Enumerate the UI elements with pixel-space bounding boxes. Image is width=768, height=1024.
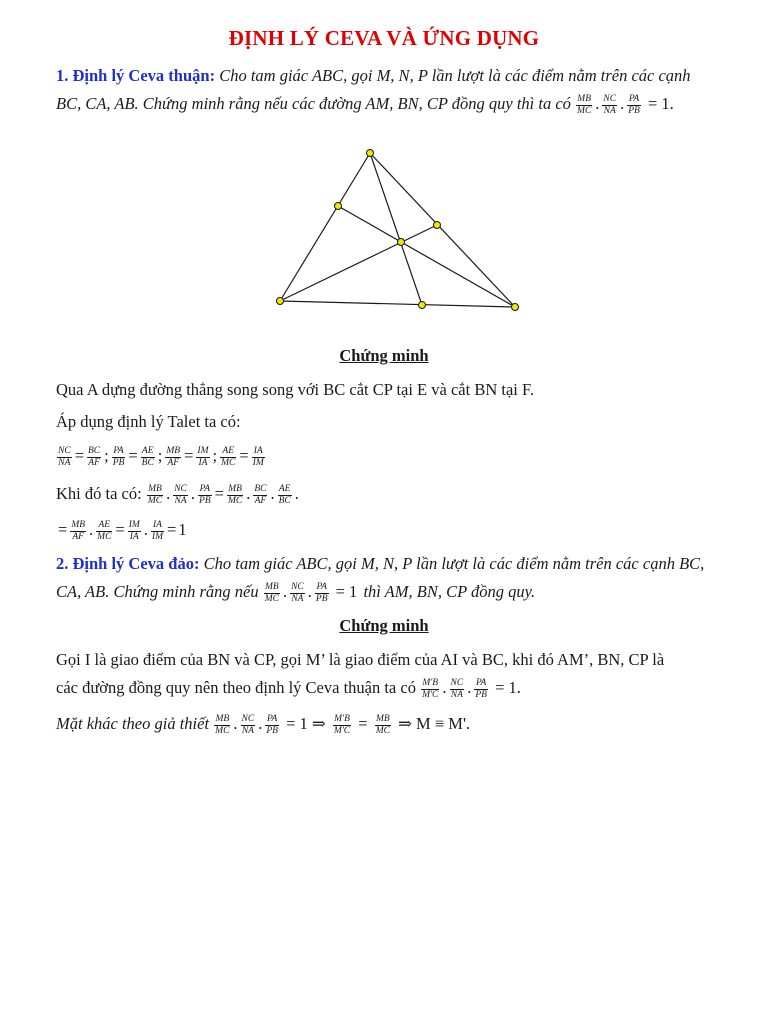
fraction: $\frac{MB}{MC}$	[375, 713, 390, 736]
formula-mid: = 1 ⇒	[286, 714, 326, 733]
triangle-figure	[270, 145, 530, 315]
formula-rhs: = 1	[335, 582, 358, 601]
fraction: $\frac{IA}{IM}$	[252, 445, 264, 468]
fraction: $\frac{M'B}{M'C}$	[333, 713, 351, 736]
fraction: $\frac{PA}{PB}$	[315, 581, 328, 604]
section2-label: 2. Định lý Ceva đảo:	[56, 554, 200, 573]
fraction: $\frac{IM}{IA}$	[197, 445, 209, 468]
proof2-heading: Chứng minh	[339, 616, 429, 635]
section1-line2: BC, CA, AB. Chứng minh rằng nếu các đường AM, BN, CP đồng quy thì ta có $\frac{MB}{MC}$ . $\frac{NC}{NA}$ . $\frac{PA}{PB}$ = 1.	[56, 93, 674, 116]
point-m	[419, 302, 426, 309]
fraction: $\frac{PA}{PB}$	[112, 445, 125, 468]
section2-line1	[56, 550, 736, 578]
side-ac	[370, 153, 515, 307]
fraction: $\frac{MB}{AF}$	[71, 519, 86, 542]
fraction: $\frac{NC}{NA}$	[58, 445, 71, 468]
fraction: $\frac{AE}{MC}$	[221, 445, 236, 468]
proof1-p2: Áp dụng định lý Talet ta có:	[56, 412, 241, 431]
fraction: $\frac{BC}{AF}$	[254, 483, 267, 506]
formula-rhs: = 1.	[647, 94, 674, 113]
fraction: $\frac{AE}{BC}$	[278, 483, 291, 506]
fraction: $\frac{MB}{MC}$	[577, 93, 592, 116]
fraction: $\frac{PA}{PB}$	[266, 713, 278, 736]
point-i	[398, 239, 405, 246]
proof1-p3-prefix: Khi đó ta có:	[56, 484, 142, 503]
proof2-p2-prefix: các đường đồng quy nên theo định lý Ceva thuận ta có	[56, 678, 416, 697]
section1-line1	[56, 62, 736, 90]
fraction: $\frac{NC}{NA}$	[174, 483, 187, 506]
point-a	[367, 150, 374, 157]
point-n	[434, 222, 441, 229]
cevian-cp	[338, 206, 515, 307]
fraction: $\frac{AE}{MC}$	[97, 519, 112, 542]
formula-eq: =	[358, 714, 368, 733]
fraction: $\frac{PA}{PB}$	[199, 483, 211, 506]
proof2-p3-prefix: Mặt khác theo giả thiết	[56, 714, 210, 733]
proof1-eq-row: $\frac{NC}{NA}$ = $\frac{BC}{AF}$ ; $\frac{PA}{PB}$ = $\frac{AE}{BC}$ ; $\frac{MB}{AF}$ = $\frac{IM}{IA}$ ; $\frac{AE}{MC}$ = $\frac{IA}{IM}$	[58, 445, 264, 468]
section2-text1: Cho tam giác ABC, gọi M, N, P lần lượt là các điểm nằm trên các cạnh BC,	[203, 554, 705, 573]
point-p	[335, 203, 342, 210]
proof1-p1: Qua A dựng đường thẳng song song với BC cắt CP tại E và cắt BN tại F.	[56, 380, 534, 399]
fraction: $\frac{PA}{PB}$	[628, 93, 640, 116]
fraction: $\frac{PA}{PB}$	[475, 677, 487, 700]
section1-text2: BC, CA, AB. Chứng minh rằng nếu các đường AM, BN, CP đồng quy thì ta có	[56, 94, 571, 113]
fraction: $\frac{NC}{NA}$	[603, 93, 617, 116]
point-b	[277, 298, 284, 305]
proof1-p4: = $\frac{MB}{AF}$ . $\frac{AE}{MC}$ = $\frac{IM}{IA}$ . $\frac{IA}{IM}$ = 1	[58, 519, 187, 542]
proof2-p2: các đường đồng quy nên theo định lý Ceva thuận ta có $\frac{M'B}{M'C}$ . $\frac{NC}{NA}$ . $\frac{PA}{PB}$ = 1.	[56, 677, 521, 700]
proof1-p3: Khi đó ta có: $\frac{MB}{MC}$ . $\frac{NC}{NA}$ . $\frac{PA}{PB}$ = $\frac{MB}{MC}$ . $\frac{BC}{AF}$ . $\frac{AE}{BC}$ .	[56, 483, 299, 506]
proof2-p1: Gọi I là giao điểm của BN và CP, gọi M’ là giao điểm của AI và BC, khi đó AM’, BN, CP là	[56, 650, 665, 669]
fraction: $\frac{MB}{MC}$	[215, 713, 230, 736]
fraction: $\frac{MB}{MC}$	[147, 483, 163, 506]
fraction: $\frac{AE}{BC}$	[141, 445, 154, 468]
fraction: $\frac{M'B}{M'C}$	[422, 677, 439, 700]
fraction: $\frac{BC}{AF}$	[88, 445, 101, 468]
fraction: $\frac{MB}{AF}$	[166, 445, 181, 468]
section2-text2-suffix: thì AM, BN, CP đồng quy.	[363, 582, 536, 601]
formula-end: ⇒ M ≡ M'.	[398, 714, 471, 733]
section2-line2: CA, AB. Chứng minh rằng nếu $\frac{MB}{MC}$ . $\frac{NC}{NA}$ . $\frac{PA}{PB}$ = 1 thì AM, BN, CP đồng quy.	[56, 581, 536, 604]
fraction: $\frac{IM}{IA}$	[128, 519, 140, 542]
fraction: $\frac{MB}{MC}$	[264, 581, 279, 604]
side-bc	[280, 301, 515, 307]
point-c	[512, 304, 519, 311]
proof2-p3: Mặt khác theo giả thiết $\frac{MB}{MC}$ . $\frac{NC}{NA}$ . $\frac{PA}{PB}$ = 1 ⇒ $\frac{M'B}{M'C}$ = $\frac{MB}{MC}$ ⇒ M ≡ M'.	[56, 713, 471, 736]
section1-label: 1. Định lý Ceva thuận:	[56, 66, 216, 85]
document-title: ĐỊNH LÝ CEVA VÀ ỨNG DỤNG	[228, 26, 540, 50]
fraction: $\frac{MB}{MC}$	[227, 483, 243, 506]
section2-text2-prefix: CA, AB. Chứng minh rằng nếu	[56, 582, 259, 601]
proof1-p4-rhs: 1	[178, 520, 187, 539]
section1-text1: Cho tam giác ABC, gọi M, N, P lần lượt là các điểm nằm trên các cạnh	[219, 66, 691, 85]
fraction: $\frac{NC}{NA}$	[450, 677, 464, 700]
fraction: $\frac{IA}{IM}$	[151, 519, 163, 542]
formula-rhs: = 1.	[495, 678, 521, 697]
proof1-heading: Chứng minh	[339, 346, 429, 365]
fraction: $\frac{NC}{NA}$	[291, 581, 304, 604]
fraction: $\frac{NC}{NA}$	[241, 713, 255, 736]
